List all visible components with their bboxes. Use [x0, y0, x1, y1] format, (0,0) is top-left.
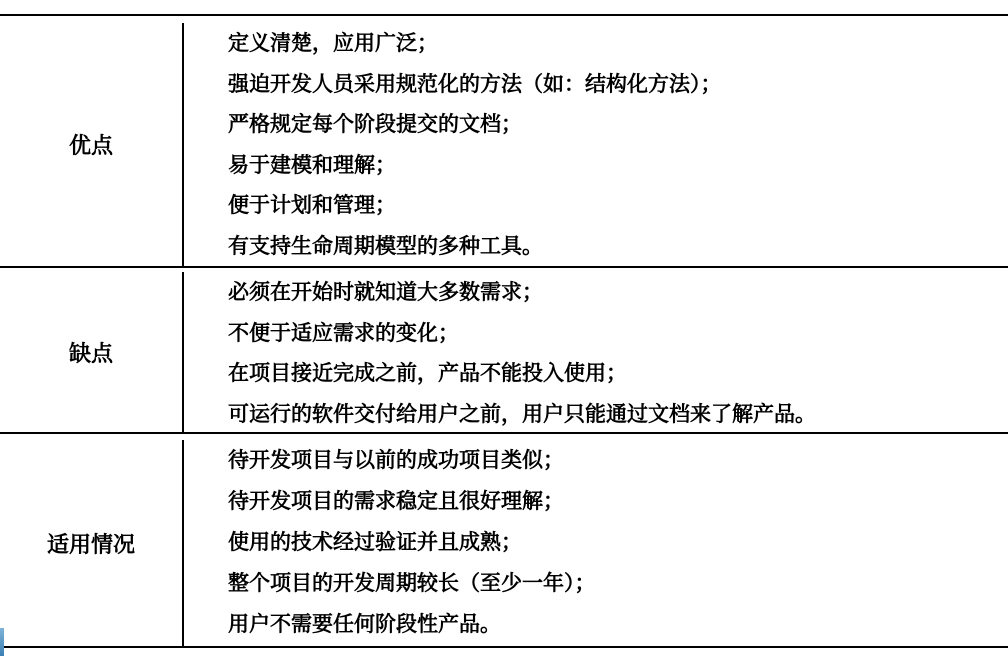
section-items-applicable-cases	[184, 440, 1008, 646]
list-item: 强迫开发人员采用规范化的方法（如：结构化方法）；	[228, 71, 722, 96]
list-item: 不便于适应需求的变化；	[228, 320, 459, 345]
list-item: 有支持生命周期模型的多种工具。	[228, 233, 543, 258]
section-label-text: 优点	[68, 134, 113, 159]
section-label-applicable-cases	[0, 440, 184, 646]
decorative-edge-mark	[0, 628, 4, 656]
section-applicable-cases	[0, 434, 1008, 648]
list-item: 必须在开始时就知道大多数需求；	[228, 280, 543, 304]
section-label-advantages	[0, 23, 184, 266]
list-item: 用户不需要任何阶段性产品。	[228, 612, 501, 636]
section-label-disadvantages	[0, 272, 184, 432]
comparison-table	[0, 14, 1008, 648]
list-item: 在项目接近完成之前，产品不能投入使用；	[228, 361, 627, 385]
section-advantages	[0, 16, 1008, 268]
list-item: 使用的技术经过验证并且成熟；	[228, 530, 522, 554]
section-items-disadvantages	[184, 272, 1008, 432]
section-items-advantages	[184, 23, 1008, 266]
list-item: 整个项目的开发周期较长（至少一年）；	[228, 571, 596, 595]
list-item: 定义清楚，应用广泛；	[228, 31, 438, 55]
list-item: 待开发项目与以前的成功项目类似；	[228, 448, 564, 472]
list-item: 易于建模和理解；	[228, 152, 396, 177]
list-item: 便于计划和管理；	[228, 193, 396, 217]
section-label-text: 适用情况	[46, 532, 135, 558]
section-disadvantages	[0, 268, 1008, 434]
list-item: 严格规定每个阶段提交的文档；	[228, 112, 522, 136]
list-item: 可运行的软件交付给用户之前，用户只能通过文档来了解产品。	[228, 401, 816, 426]
list-item: 待开发项目的需求稳定且很好理解；	[228, 489, 564, 513]
section-label-text: 缺点	[68, 341, 113, 367]
